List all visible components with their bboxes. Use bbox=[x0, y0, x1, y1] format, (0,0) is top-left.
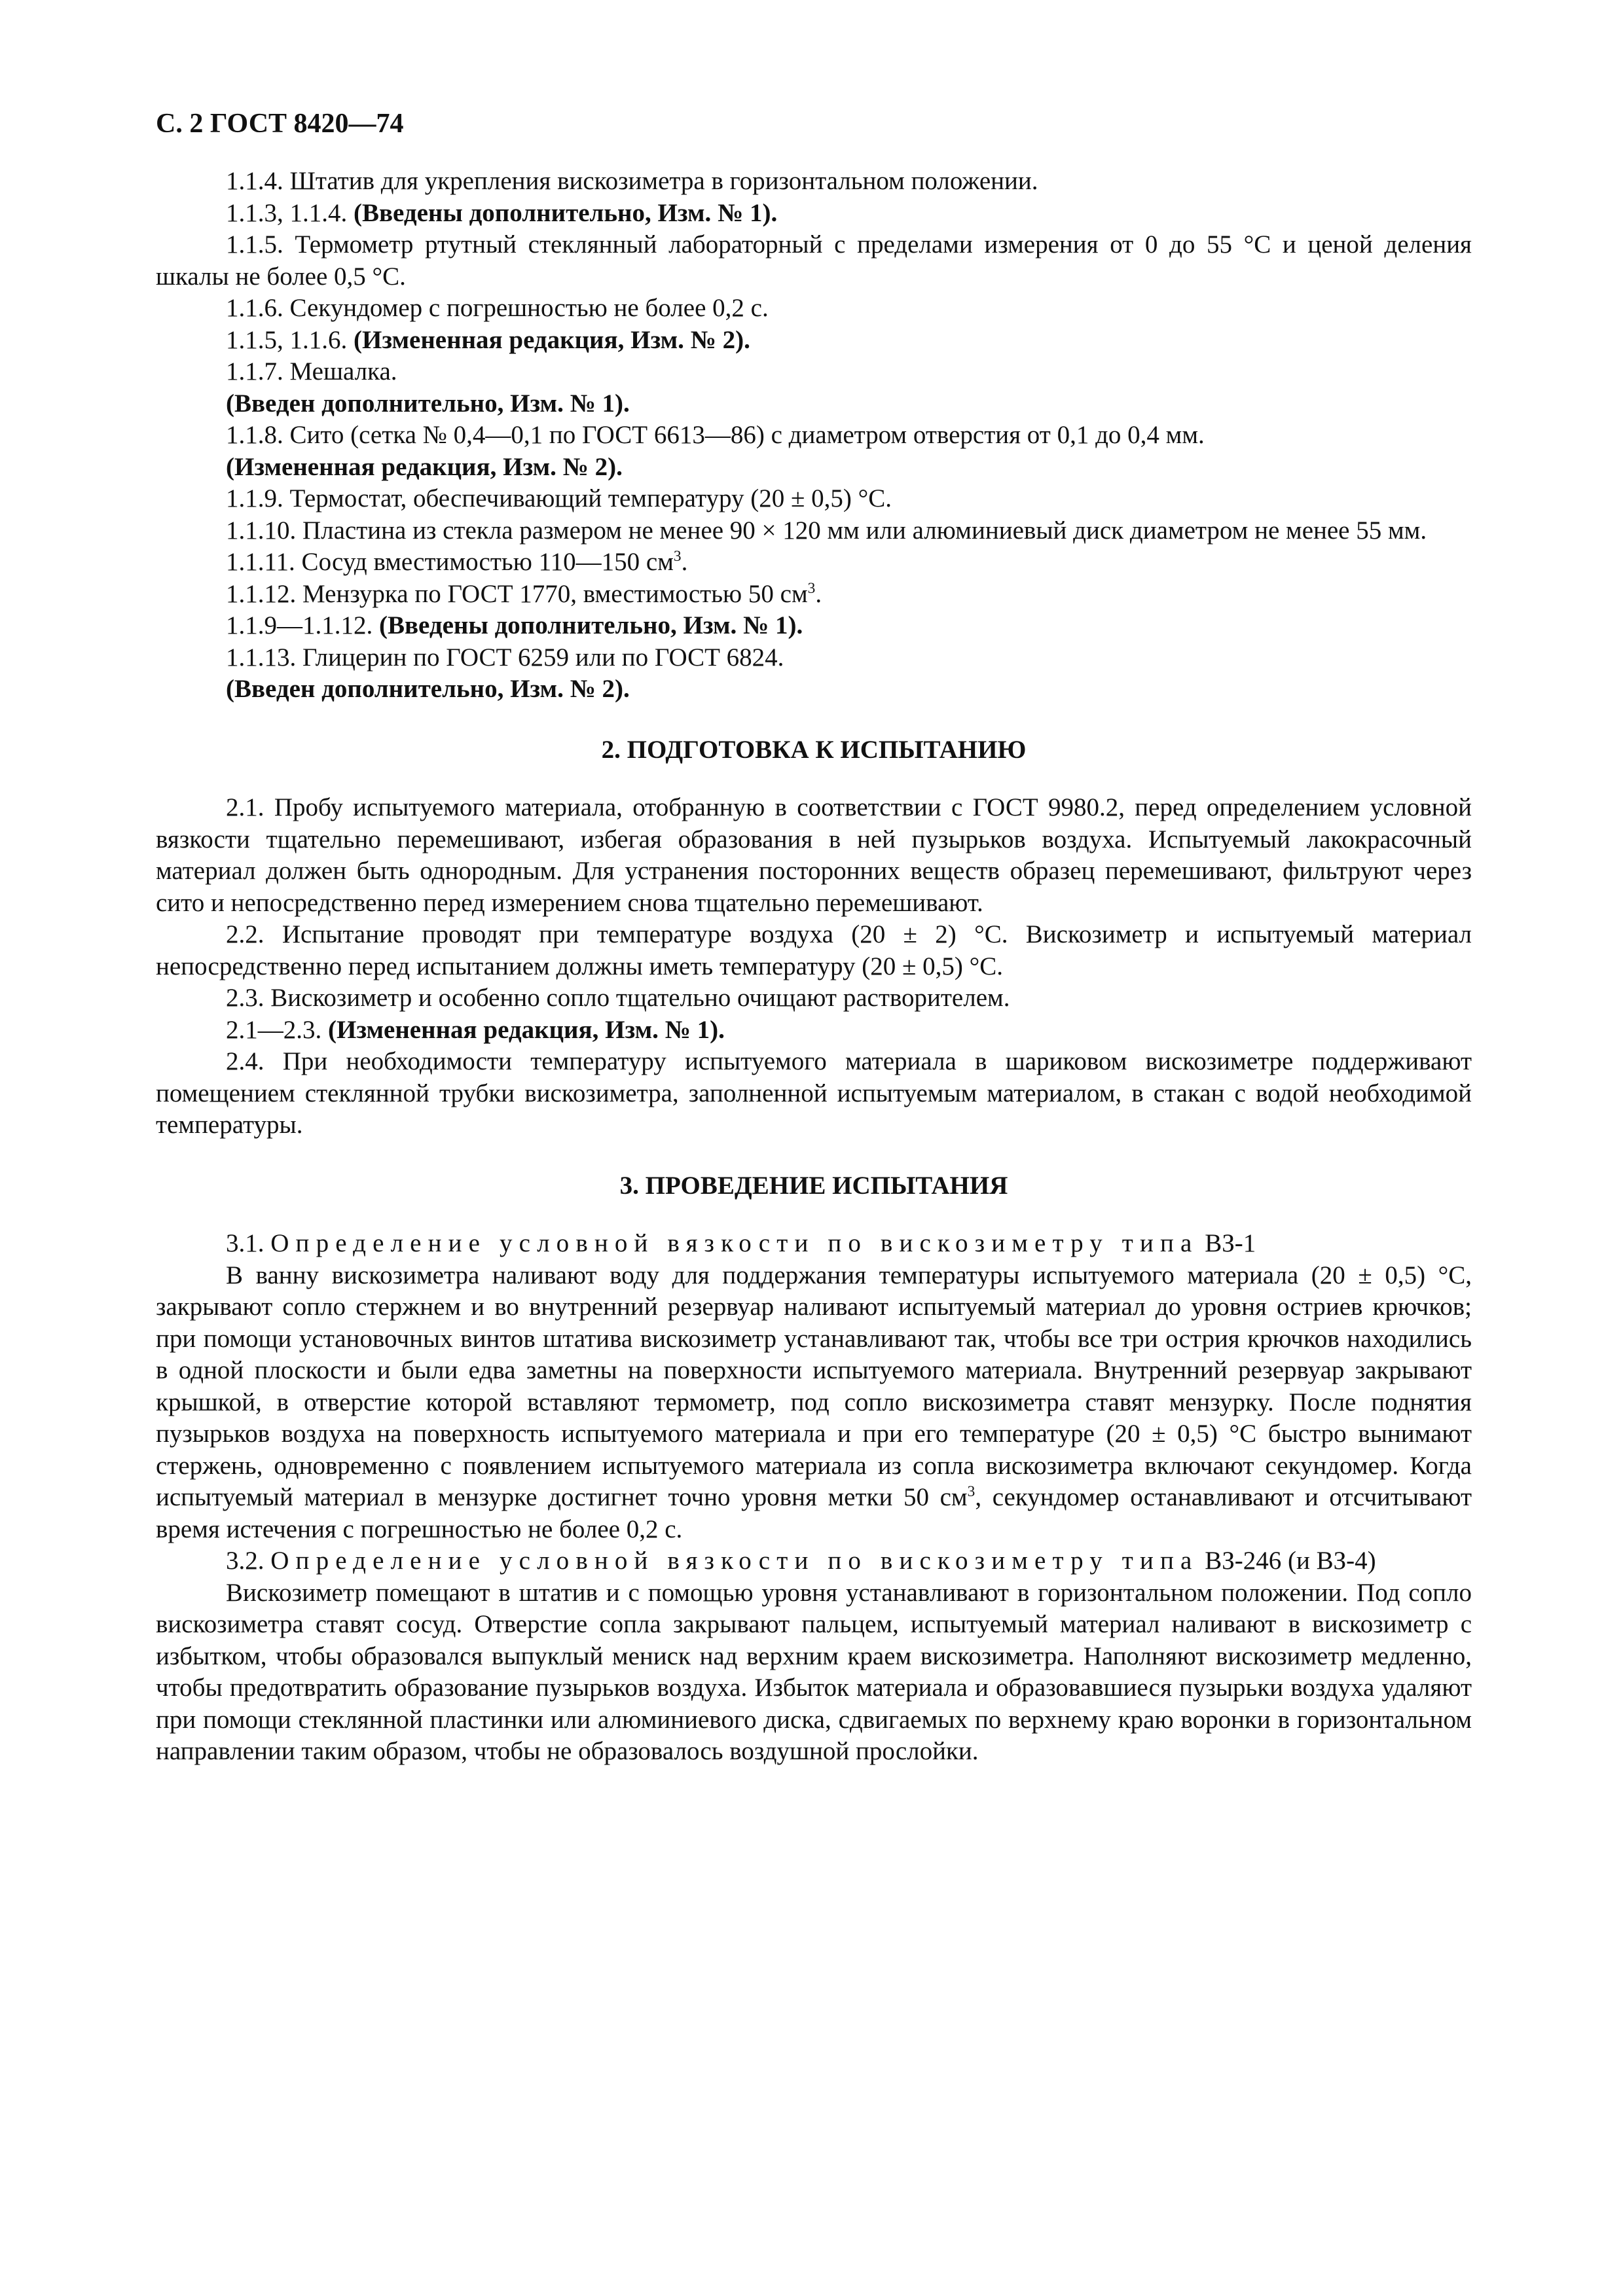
paragraph-1-1-10: 1.1.10. Пластина из стекла размером не менее 90 × 120 мм или алюминиевый диск диаметром не менее 55 мм. bbox=[226, 516, 1427, 545]
paragraph-1-1-4: 1.1.4. Штатив для укрепления вискозиметра в горизонтальном положении. bbox=[226, 167, 1038, 195]
note-text: (Измененная редакция, Изм. № 1). bbox=[328, 1015, 725, 1044]
superscript: 3 bbox=[807, 579, 816, 597]
section-3-heading: 3. ПРОВЕДЕНИЕ ИСПЫТАНИЯ bbox=[619, 1171, 1008, 1200]
paragraph-2-2: 2.2. Испытание проводят при температуре воздуха (20 ± 2) °С. Вискозиметр и испытуемый материал непосредственно перед испытанием должны иметь температуру (20 ± 0,5) °С. bbox=[156, 920, 1472, 980]
section-2-body bbox=[156, 792, 1472, 1141]
subsection-title-tail: ВЗ-246 (и ВЗ-4) bbox=[1198, 1547, 1376, 1575]
paragraph-3-2: Вискозиметр помещают в штатив и с помощью уровня устанавливают в горизонтальном положении. Под сопло вискозиметра ставят сосуд. Отверстие сопла закрывают пальцем, испытуемый материал наливают в вискозиметр с избытком, чтобы образовался выпуклый мениск над верхним краем вискозиметра. Наполняют вискозиметр медленно, чтобы предотвратить образование пузырьков воздуха. Избыток материала и образовавшиеся пузырьки воздуха удаляют при помощи стеклянной пластинки или алюминиевого диска, сдвигаемых по верхнему краю воронки в горизонтальном направлении таким образом, чтобы не образовалось воздушной прослойки. bbox=[156, 1578, 1472, 1765]
text-run: В ванну вискозиметра наливают воду для поддержания температуры испытуемого материала (20 ± 0,5) °С, закрывают сопло стержнем и во внутренний резервуар наливают испытуемый материал до уровня остриев крючков; при помощи установочных винтов штатива вискозиметр устанавливают так, чтобы все три острия крючков находились в одной плоскости и были едва заметны на поверхности испытуемого материала. Внутренний резервуар закрывают крышкой, в отверстие которой вставляют термометр, под сопло вискозиметра ставят мензурку. После поднятия пузырьков воздуха на поверхность испытуемого материала и при его температуре (20 ± 0,5) °С быстро вынимают стержень, одновременно с появлением испытуемого материала из сопла вискозиметра включают секундомер. Когда испытуемый материал в мензурке достигнет точно уровня метки 50 см bbox=[156, 1261, 1472, 1511]
note-text: (Введены дополнительно, Изм. № 1). bbox=[354, 198, 778, 227]
note-ref: 2.1—2.3. bbox=[226, 1015, 328, 1044]
note-ref: 1.1.5, 1.1.6. bbox=[226, 325, 354, 354]
amendment-note-2-1 bbox=[156, 1014, 1472, 1047]
amendment-note-1-1-5 bbox=[156, 325, 1472, 357]
superscript: 3 bbox=[673, 548, 682, 565]
note-ref: 1.1.3, 1.1.4. bbox=[226, 198, 354, 227]
note-text: (Измененная редакция, Изм. № 2). bbox=[354, 325, 750, 354]
amendment-note-1-1-9 bbox=[156, 610, 1472, 642]
amendment-note-1-1-8: (Измененная редакция, Изм. № 2). bbox=[226, 452, 623, 481]
note-ref: 1.1.9—1.1.12. bbox=[226, 611, 379, 639]
text-run: 1.1.11. Сосуд вместимостью 110—150 см bbox=[226, 548, 674, 576]
subsection-3-1-title bbox=[156, 1228, 1472, 1260]
superscript: 3 bbox=[967, 1483, 976, 1500]
amendment-note-1-1-3 bbox=[156, 198, 1472, 230]
running-head: С. 2 ГОСТ 8420—74 bbox=[156, 109, 404, 139]
paragraph-1-1-9: 1.1.9. Термостат, обеспечивающий температуру (20 ± 0,5) °С. bbox=[226, 484, 892, 512]
subsection-3-2-title bbox=[156, 1545, 1472, 1577]
note-text: (Введены дополнительно, Изм. № 1). bbox=[379, 611, 803, 639]
paragraph-1-1-12 bbox=[156, 579, 1472, 611]
paragraph-1-1-13: 1.1.13. Глицерин по ГОСТ 6259 или по ГОСТ 6824. bbox=[226, 643, 784, 672]
text-run: 1.1.12. Мензурка по ГОСТ 1770, вместимостью 50 см bbox=[226, 579, 808, 608]
paragraph-1-1-5: 1.1.5. Термометр ртутный стеклянный лабораторный с пределами измерения от 0 до 55 °С и ценой деления шкалы не более 0,5 °С. bbox=[156, 230, 1472, 291]
subsection-title-spaced: Определение условной вязкости по вискозиметру типа bbox=[270, 1547, 1199, 1575]
section-1-continuation bbox=[156, 166, 1472, 706]
subsection-title-spaced: Определение условной вязкости по вискозиметру типа bbox=[270, 1229, 1199, 1257]
section-3-body bbox=[156, 1228, 1472, 1768]
text-run: . bbox=[681, 548, 688, 576]
paragraph-2-4: 2.4. При необходимости температуру испытуемого материала в шариковом вискозиметре поддерживают помещением стеклянной трубки вискозиметра, заполненной испытуемым материалом, в стакан с водой необходимой температуры. bbox=[156, 1047, 1472, 1139]
text-run: . bbox=[815, 579, 822, 608]
subsection-number: 3.1. bbox=[226, 1229, 271, 1257]
paragraph-1-1-7: 1.1.7. Мешалка. bbox=[226, 357, 397, 386]
paragraph-1-1-11 bbox=[156, 547, 1472, 579]
paragraph-2-3: 2.3. Вискозиметр и особенно сопло тщательно очищают растворителем. bbox=[226, 984, 1010, 1012]
paragraph-1-1-8: 1.1.8. Сито (сетка № 0,4—0,1 по ГОСТ 6613—86) с диаметром отверстия от 0,1 до 0,4 мм. bbox=[226, 421, 1205, 449]
paragraph-1-1-6: 1.1.6. Секундомер с погрешностью не более 0,2 с. bbox=[226, 294, 769, 322]
paragraph-3-1 bbox=[156, 1260, 1472, 1546]
section-2-heading: 2. ПОДГОТОВКА К ИСПЫТАНИЮ bbox=[601, 735, 1027, 764]
subsection-title-tail: ВЗ-1 bbox=[1198, 1229, 1256, 1257]
amendment-note-1-1-7: (Введен дополнительно, Изм. № 1). bbox=[226, 389, 630, 418]
subsection-number: 3.2. bbox=[226, 1547, 271, 1575]
document-page bbox=[156, 108, 1472, 1768]
paragraph-2-1: 2.1. Пробу испытуемого материала, отобранную в соответствии с ГОСТ 9980.2, перед определением условной вязкости тщательно перемешивают, избегая образования в ней пузырьков воздуха. Испытуемый лакокрасочный материал должен быть однородным. Для устранения посторонних веществ образец перемешивают, фильтруют через сито и непосредственно перед измерением снова тщательно перемешивают. bbox=[156, 793, 1472, 917]
amendment-note-1-1-13: (Введен дополнительно, Изм. № 2). bbox=[226, 675, 630, 703]
text-run: , секундомер останавливают и отсчитывают время истечения с погрешностью не более 0,2 с. bbox=[156, 1483, 1472, 1543]
